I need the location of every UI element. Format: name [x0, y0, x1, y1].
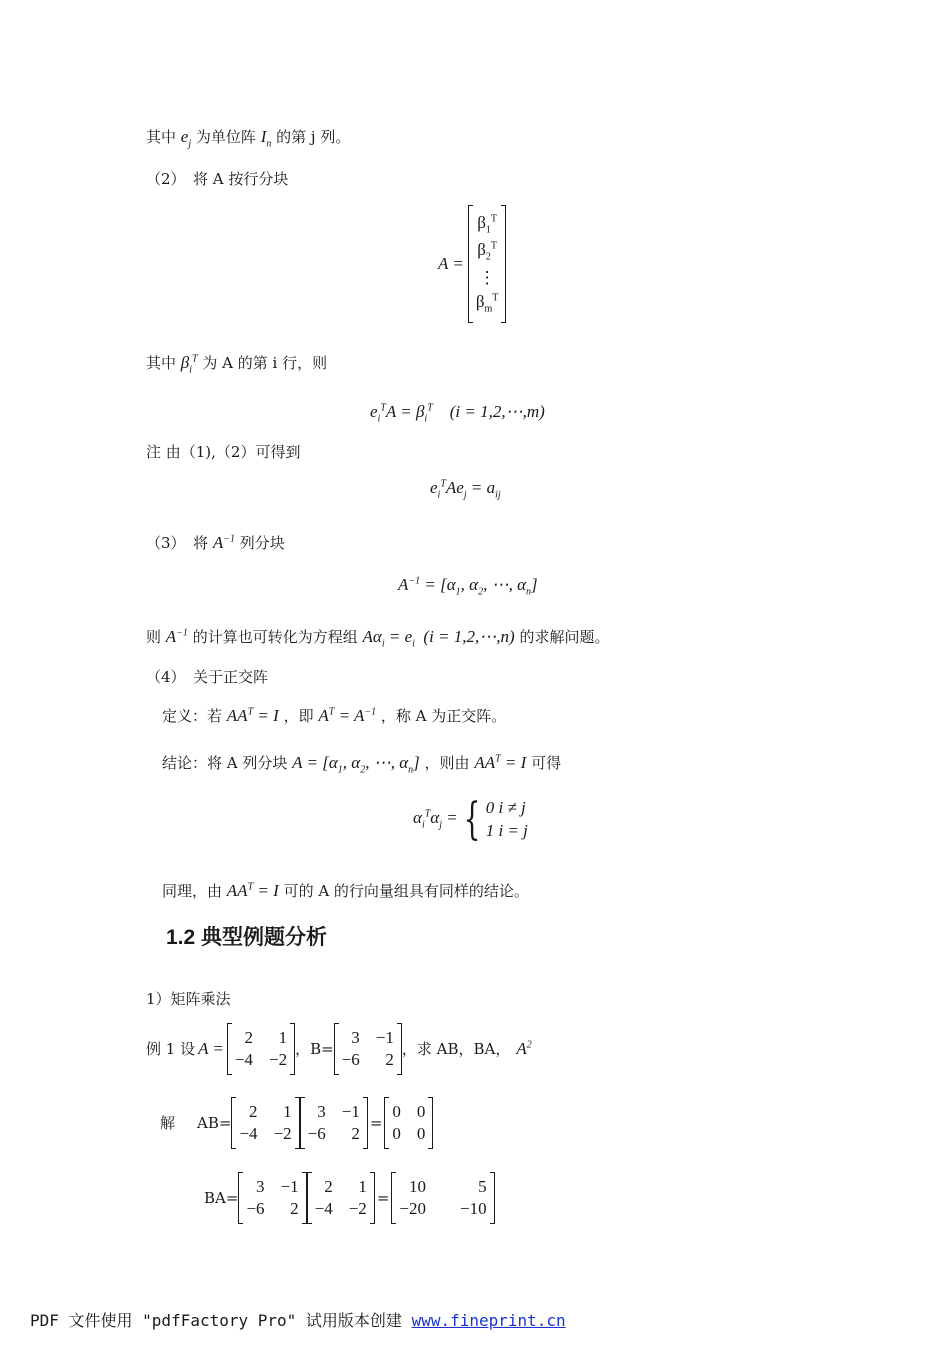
matrix-cell: 1 [283, 1101, 292, 1121]
definition-line: 定义：若 $AA^T = I$ ，即 $A^T = A^{-1}$ ，称 A 为正交阵。 [162, 706, 507, 725]
matrix-cell: −4 [314, 1199, 333, 1218]
item-3-heading: （3） 将 $A^{-1}$ 列分块 [146, 533, 285, 552]
text-line-beta-row: 其中 $\beta_i^T$ 为 A 的第 i 行，则 [146, 353, 328, 376]
matrix-cell: −1 [375, 1027, 394, 1047]
conclusion-line: 结论：将 A 列分块 $A = [\alpha_1$, $\alpha_2$, ⋯, $\alpha_n$] ，则由 $AA^T = I$ 可得 [162, 753, 562, 776]
matrix-cell: 2 [351, 1124, 360, 1143]
matrix-AB-result [389, 1102, 428, 1145]
matrix-BA-result [396, 1177, 489, 1220]
case-top: 0 i ≠ j [485, 798, 526, 817]
matrix-cell: 3 [256, 1176, 265, 1196]
matrix-cell: −10 [459, 1199, 487, 1218]
matrix-cell: 1 [278, 1027, 288, 1047]
item-2-heading: （2） 将 A 按行分块 [146, 170, 289, 188]
left-brace: { [463, 793, 481, 845]
formula-Ainv-columns: $A^{-1} = [\alpha_1$, $\alpha_2$, ⋯, $\alpha_n$] [398, 575, 538, 598]
matrix-cell: 2 [249, 1101, 258, 1121]
matrix-cell: 0 [392, 1124, 401, 1143]
matrix-cell: −4 [234, 1050, 253, 1069]
math-beta-i: $\beta_i^T$ [180, 353, 198, 376]
pdf-footer: PDF 文件使用 "pdfFactory Pro" 试用版本创建 www.fineprint.cn [30, 1311, 566, 1330]
matrix-cell: $\beta_1^T$ [477, 212, 497, 236]
matrix-cell: −4 [239, 1124, 258, 1143]
matrix-B [305, 1102, 363, 1145]
matrix-cell: 1 [358, 1176, 367, 1196]
matrix-cell: 0 [416, 1124, 426, 1143]
matrix-cell: 2 [385, 1050, 394, 1069]
note-line: 注 由（1),（2）可得到 [146, 443, 301, 461]
matrix-cell: −6 [246, 1199, 265, 1218]
matrix-cell: 3 [317, 1101, 326, 1121]
matrix-cell: −6 [341, 1050, 360, 1069]
matrix-cell: −2 [273, 1124, 292, 1143]
matrix-A-rows [438, 205, 506, 323]
fineprint-link[interactable]: www.fineprint.cn [411, 1311, 566, 1330]
matrix-cell: −6 [307, 1124, 326, 1143]
math-In: $I_n$ [260, 127, 272, 150]
matrix-B [339, 1028, 397, 1071]
math-A-eq: A = [438, 253, 464, 273]
matrix-cell: $\beta_2^T$ [477, 240, 497, 263]
matrix-cell: 5 [478, 1176, 487, 1196]
matrix-cell: 2 [324, 1176, 333, 1196]
matrix-cell: 10 [408, 1176, 426, 1196]
matrix-cell: 0 [416, 1101, 426, 1121]
formula-eiTA: $e_i^TA = \beta_i^T$ (i = 1,2,⋯,m) [370, 402, 545, 425]
matrix-cell: −1 [341, 1101, 360, 1121]
formula-orthogonality-cases: $\alpha_i^T\alpha_j$ = { 0 i ≠ j 1 i = j [413, 793, 528, 845]
matrix-cell: 2 [290, 1199, 299, 1218]
matrix-cell: 3 [351, 1027, 360, 1047]
matrix-cell: $\beta_m^T$ [475, 291, 499, 315]
example-1-line: 例 1 设 A = 2 1 −4 −2 ，B= 3 −1 −6 2 ，求 AB，BA， $A^2$ [146, 1023, 532, 1075]
item-4-heading: （4） 关于正交阵 [146, 668, 269, 686]
math-ej: $e_j$ [180, 127, 192, 150]
subsection-matrix-multiplication: 1）矩阵乘法 [146, 990, 231, 1008]
matrix-cell: 2 [244, 1027, 253, 1047]
matrix-cell: −2 [348, 1199, 367, 1218]
matrix-cell: −1 [280, 1176, 299, 1196]
same-conclusion-line: 同理，由 $AA^T = I$ 可的 A 的行向量组具有同样的结论。 [162, 881, 529, 900]
solution-BA-line: BA= 3 −1 −6 2 2 1 −4 −2 = 10 5 −20 −10 [204, 1172, 495, 1224]
matrix-B [243, 1177, 301, 1220]
matrix-cell: −2 [269, 1050, 288, 1069]
matrix-cell: ⋮ [478, 267, 496, 287]
text-line-linear-system: 则 $A^{-1}$ 的计算也可转化为方程组 $A\alpha_i = e_i$ (i = 1,2,⋯,n) 的求解问题。 [146, 627, 610, 650]
matrix-A [312, 1177, 370, 1220]
solution-AB-line: 解 AB= 2 1 −4 −2 3 −1 −6 2 = 0 0 0 0 [160, 1097, 433, 1149]
section-heading: 1.2 典型例题分析 [166, 926, 328, 949]
case-bottom: 1 i = j [485, 820, 528, 840]
matrix-cell: −20 [399, 1199, 426, 1218]
formula-eiTAej: $e_i^TAe_j = a_{ij}$ [430, 478, 501, 501]
matrix-cell: 0 [392, 1101, 401, 1121]
text-line-ej: 其中 $e_j$ 为单位阵 $I_n$ 的第 j 列。 [146, 127, 351, 150]
matrix-A [232, 1028, 290, 1071]
matrix-A [236, 1102, 294, 1145]
